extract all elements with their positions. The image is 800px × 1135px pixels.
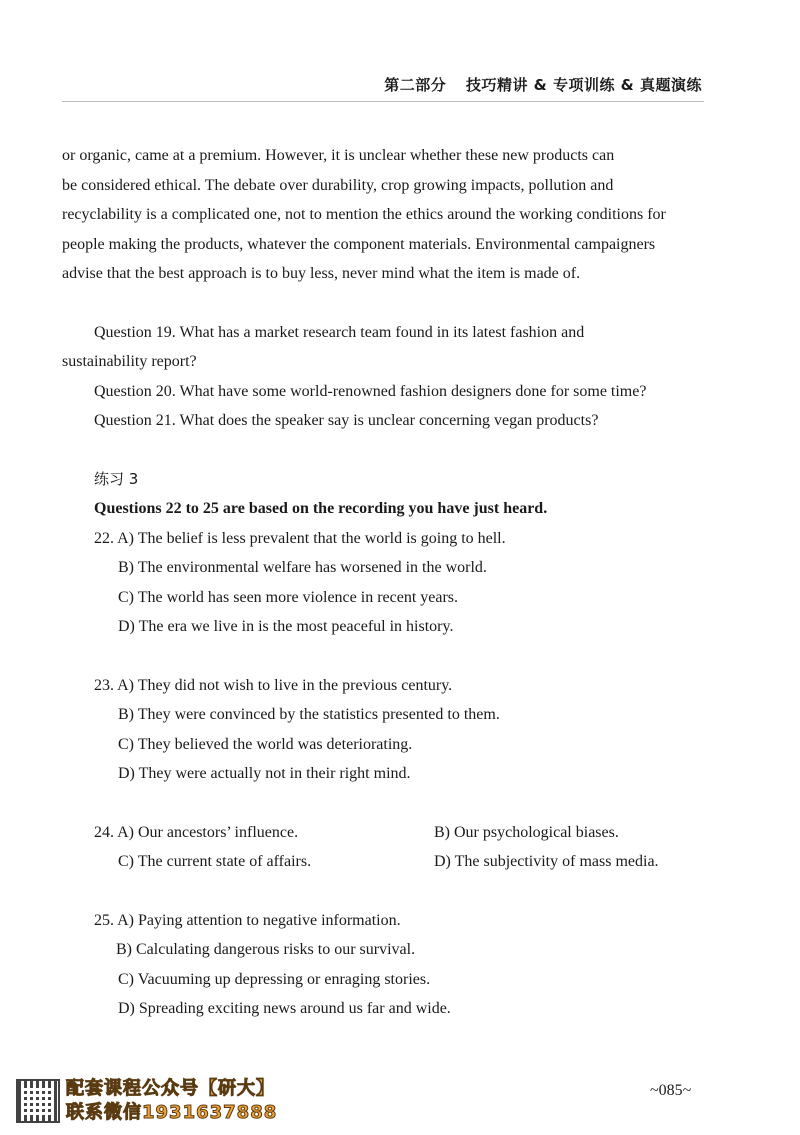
passage-line: advise that the best approach is to buy less, never mind what the item is made of. (62, 265, 581, 282)
question-22 (62, 524, 704, 642)
qr-code-icon (16, 1079, 60, 1123)
option-25-d: D) Spreading exciting news around us far and wide. (118, 1000, 451, 1017)
promo-line-2: 联系微信1931637888 (66, 1102, 278, 1123)
page-number: ~085~ (650, 1082, 692, 1099)
option-24-c: C) The current state of affairs. (118, 853, 312, 870)
option-22-c: C) The world has seen more violence in recent years. (118, 588, 459, 606)
promo-line-1: 配套课程公众号【研大】 (66, 1078, 275, 1099)
option-22-b: B) The environmental welfare has worsened in the world. (118, 559, 487, 576)
question-20: Question 20. What have some world-renowned fashion designers done for some time? (94, 382, 647, 400)
header-divider (62, 101, 704, 102)
running-header (0, 74, 800, 95)
option-24-a: 24. A) Our ancestors’ influence. (94, 823, 299, 841)
question-19-cont: sustainability report? (62, 353, 197, 370)
exercise-instruction: Questions 22 to 25 are based on the recording you have just heard. (94, 500, 548, 517)
passage-line: or organic, came at a premium. However, it is unclear whether these new products can (62, 147, 615, 164)
option-25-a: 25. A) Paying attention to negative information. (94, 911, 401, 929)
passage-line: people making the products, whatever the component materials. Environmental campaigners (62, 235, 656, 253)
option-25-b: B) Calculating dangerous risks to our survival. (116, 941, 416, 958)
question-list (62, 318, 704, 436)
question-24 (62, 818, 704, 877)
passage (62, 141, 704, 289)
option-22-a: 22. A) The belief is less prevalent that the world is going to hell. (94, 529, 506, 547)
header-title: 技巧精讲 & 专项训练 & 真题演练 (465, 76, 702, 94)
question-25 (62, 906, 704, 1024)
promo-watermark (16, 1075, 277, 1127)
question-19: Question 19. What has a market research team found in its latest fashion and (94, 323, 585, 341)
option-23-d: D) They were actually not in their right mind. (118, 765, 411, 782)
question-23 (62, 671, 704, 789)
option-23-a: 23. A) They did not wish to live in the previous century. (94, 676, 453, 694)
question-21: Question 21. What does the speaker say is unclear concerning vegan products? (94, 412, 599, 429)
option-22-d: D) The era we live in is the most peaceful in history. (118, 618, 454, 635)
exercise-label: 练习 3 (94, 469, 139, 488)
option-23-b: B) They were convinced by the statistics presented to them. (118, 706, 500, 723)
header-part: 第二部分 (384, 76, 447, 94)
page-content (62, 141, 704, 1024)
option-25-c: C) Vacuuming up depressing or enraging stories. (118, 970, 431, 988)
option-24-b: B) Our psychological biases. (434, 823, 619, 841)
passage-line: be considered ethical. The debate over durability, crop growing impacts, pollution and (62, 176, 614, 194)
option-23-c: C) They believed the world was deteriorating. (118, 735, 413, 753)
option-24-d: D) The subjectivity of mass media. (434, 853, 659, 870)
passage-line: recyclability is a complicated one, not to mention the ethics around the working conditions for (62, 206, 666, 223)
